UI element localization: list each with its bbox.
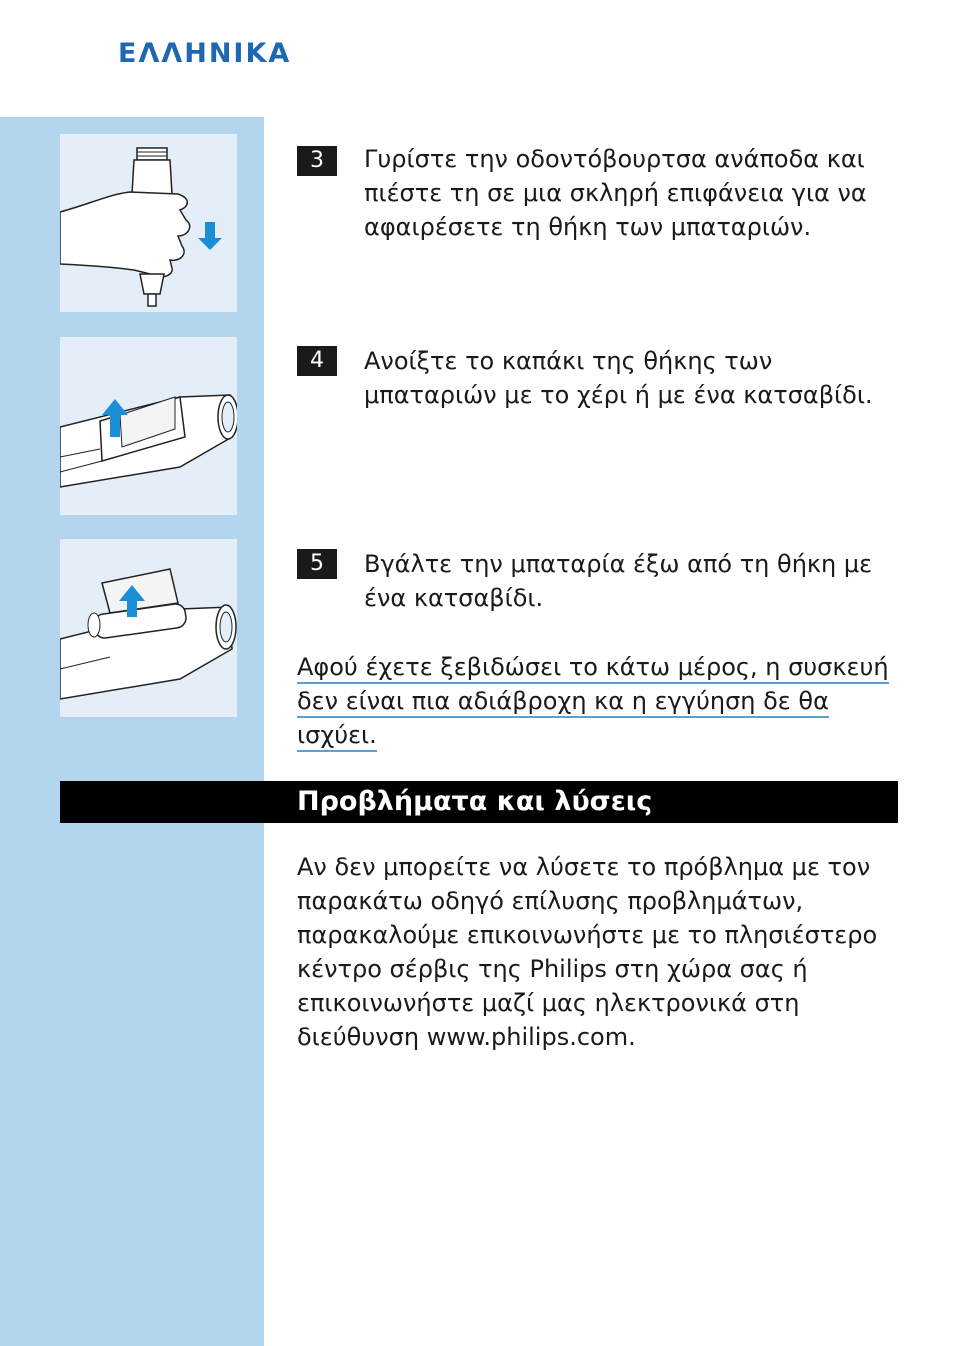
figure-step-4 <box>60 337 237 515</box>
figure-step-3 <box>60 134 237 312</box>
step-number: 3 <box>297 146 337 176</box>
warning-note <box>297 650 897 752</box>
battery-removal-illustration <box>60 539 237 717</box>
step-text: Ανοίξτε το καπάκι της θήκης των μπαταριών με το χέρι ή με ένα κατσαβίδι. <box>364 347 873 409</box>
step-text: Γυρίστε την οδοντόβουρτσα ανάποδα και πιέστε τη σε μια σκληρή επιφάνεια για να αφαιρέσετε τη θήκη των μπαταριών. <box>364 145 867 241</box>
down-arrow-icon <box>198 222 222 250</box>
hand-pressing-brush-illustration <box>60 134 237 312</box>
figure-step-5 <box>60 539 237 717</box>
section-title: Προβλήματα και λύσεις <box>297 786 653 817</box>
step-text: Βγάλτε την μπαταρία έξω από τη θήκη με ένα κατσαβίδι. <box>364 550 873 612</box>
battery-lid-illustration <box>60 337 237 515</box>
step-number: 5 <box>297 549 337 579</box>
language-label: ΕΛΛΗΝΙΚΑ <box>118 38 292 69</box>
section-body: Αν δεν μπορείτε να λύσετε το πρόβλημα με τον παρακάτω οδηγό επίλυσης προβλημάτων, παρακαλούμε επικοινωνήστε με το πλησιέστερο κέντρο σέρβις της Philips στη χώρα σας ή επικοινωνήστε μαζί μας ηλεκτρονικά στη διεύθυνση www.philips.com. <box>297 853 878 1051</box>
warning-text: Αφού έχετε ξεβιδώσει το κάτω μέρος, η συσκευή δεν είναι πια αδιάβροχη κα η εγγύηση δε θα ισχύει. <box>297 653 889 752</box>
step-number: 4 <box>297 346 337 376</box>
